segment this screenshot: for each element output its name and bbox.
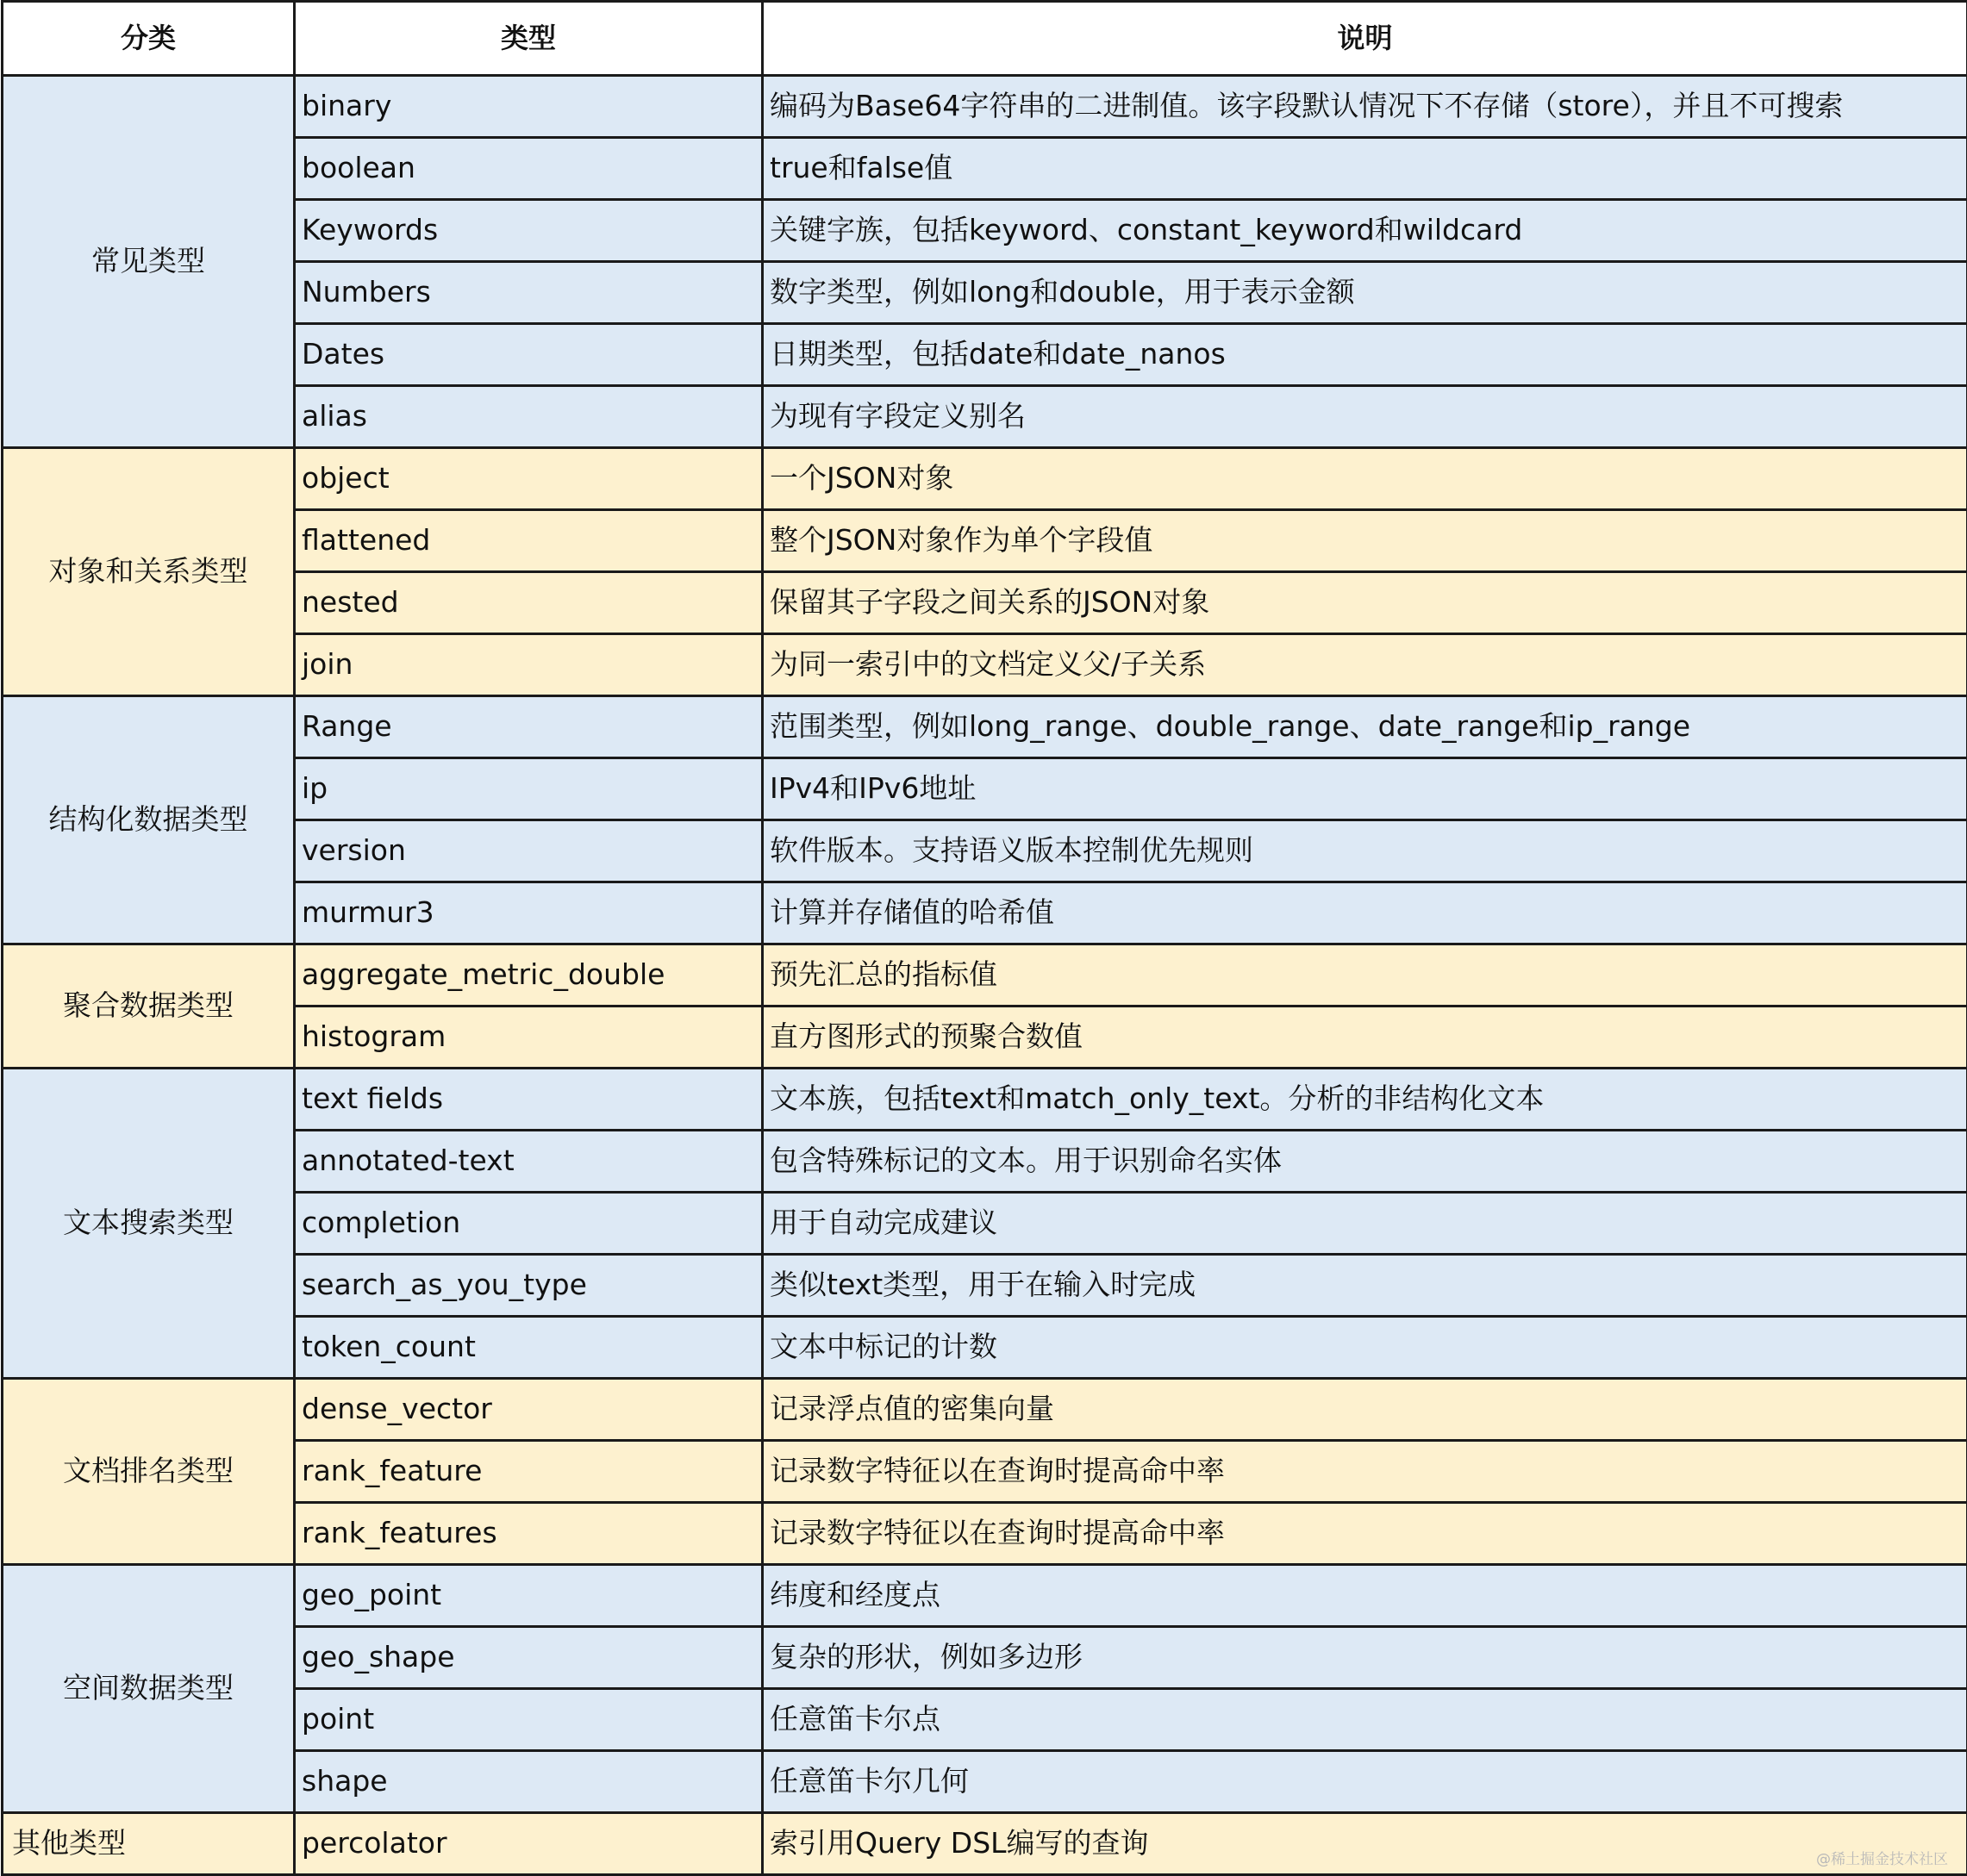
type-cell: histogram <box>295 1007 763 1069</box>
description-cell: 整个JSON对象作为单个字段值 <box>763 510 1967 572</box>
description-cell: 记录数字特征以在查询时提高命中率 <box>763 1503 1967 1565</box>
type-cell: rank_feature <box>295 1441 763 1503</box>
table-row <box>3 386 1967 448</box>
description-cell: 用于自动完成建议 <box>763 1193 1967 1255</box>
description-cell: 日期类型，包括date和date_nanos <box>763 324 1967 386</box>
type-cell: join <box>295 634 763 696</box>
type-cell: murmur3 <box>295 882 763 944</box>
type-cell: alias <box>295 386 763 448</box>
type-cell: boolean <box>295 138 763 200</box>
table-row <box>3 1751 1967 1813</box>
type-cell: dense_vector <box>295 1379 763 1441</box>
table-row <box>3 1131 1967 1193</box>
table-row <box>3 758 1967 820</box>
category-cell: 常见类型 <box>3 76 295 448</box>
description-cell: 任意笛卡尔几何 <box>763 1751 1967 1813</box>
table-row <box>3 1379 1967 1441</box>
type-cell: aggregate_metric_double <box>295 944 763 1007</box>
description-cell: 记录浮点值的密集向量 <box>763 1379 1967 1441</box>
type-cell: annotated-text <box>295 1131 763 1193</box>
type-cell: Range <box>295 696 763 758</box>
table-row <box>3 1193 1967 1255</box>
description-cell: 编码为Base64字符串的二进制值。该字段默认情况下不存储（store），并且不可搜索 <box>763 76 1967 138</box>
type-cell: flattened <box>295 510 763 572</box>
description-cell: 任意笛卡尔点 <box>763 1689 1967 1751</box>
description-cell: 软件版本。支持语义版本控制优先规则 <box>763 820 1967 882</box>
table-row <box>3 634 1967 696</box>
type-cell: version <box>295 820 763 882</box>
type-cell: shape <box>295 1751 763 1813</box>
category-cell: 文本搜索类型 <box>3 1069 295 1379</box>
table-row <box>3 572 1967 634</box>
description-cell: 保留其子字段之间关系的JSON对象 <box>763 572 1967 634</box>
header-category: 分类 <box>3 2 295 76</box>
table-row <box>3 200 1967 262</box>
header-row <box>3 2 1967 76</box>
description-cell: 直方图形式的预聚合数值 <box>763 1007 1967 1069</box>
type-cell: search_as_you_type <box>295 1255 763 1317</box>
description-cell: 包含特殊标记的文本。用于识别命名实体 <box>763 1131 1967 1193</box>
type-cell: binary <box>295 76 763 138</box>
type-cell: text fields <box>295 1069 763 1131</box>
category-cell: 文档排名类型 <box>3 1379 295 1565</box>
description-cell: 为现有字段定义别名 <box>763 386 1967 448</box>
description-cell: 关键字族，包括keyword、constant_keyword和wildcard <box>763 200 1967 262</box>
table-body <box>3 76 1967 1875</box>
category-cell: 其他类型 <box>3 1813 295 1875</box>
type-cell: token_count <box>295 1317 763 1379</box>
type-cell: ip <box>295 758 763 820</box>
category-cell: 结构化数据类型 <box>3 696 295 944</box>
table-row <box>3 324 1967 386</box>
table-row <box>3 1565 1967 1627</box>
description-cell: 文本中标记的计数 <box>763 1317 1967 1379</box>
description-cell: 复杂的形状，例如多边形 <box>763 1627 1967 1689</box>
description-cell: 预先汇总的指标值 <box>763 944 1967 1007</box>
description-cell: 一个JSON对象 <box>763 448 1967 510</box>
description-cell: 文本族，包括text和match_only_text。分析的非结构化文本 <box>763 1069 1967 1131</box>
table-row <box>3 1627 1967 1689</box>
field-types-table <box>1 0 1967 1876</box>
table-row <box>3 1503 1967 1565</box>
table-row <box>3 138 1967 200</box>
table-row <box>3 944 1967 1007</box>
table-row <box>3 76 1967 138</box>
description-cell: IPv4和IPv6地址 <box>763 758 1967 820</box>
type-cell: nested <box>295 572 763 634</box>
table-row <box>3 820 1967 882</box>
table-row <box>3 510 1967 572</box>
table-row <box>3 262 1967 324</box>
type-cell: point <box>295 1689 763 1751</box>
table-row <box>3 1069 1967 1131</box>
type-cell: Dates <box>295 324 763 386</box>
table-row <box>3 1255 1967 1317</box>
category-cell: 空间数据类型 <box>3 1565 295 1813</box>
table-row <box>3 448 1967 510</box>
description-cell: 范围类型，例如long_range、double_range、date_range和ip_range <box>763 696 1967 758</box>
description-cell: 计算并存储值的哈希值 <box>763 882 1967 944</box>
table-row <box>3 1007 1967 1069</box>
table-row <box>3 1689 1967 1751</box>
type-cell: percolator <box>295 1813 763 1875</box>
description-cell: 索引用Query DSL编写的查询 <box>763 1813 1967 1875</box>
table-row <box>3 882 1967 944</box>
description-cell: 类似text类型，用于在输入时完成 <box>763 1255 1967 1317</box>
table-row <box>3 1813 1967 1875</box>
watermark: @稀土掘金技术社区 <box>1816 1847 1948 1868</box>
type-cell: geo_point <box>295 1565 763 1627</box>
table-row <box>3 1441 1967 1503</box>
description-cell: 记录数字特征以在查询时提高命中率 <box>763 1441 1967 1503</box>
category-cell: 对象和关系类型 <box>3 448 295 696</box>
type-cell: rank_features <box>295 1503 763 1565</box>
description-cell: true和false值 <box>763 138 1967 200</box>
type-cell: object <box>295 448 763 510</box>
type-cell: geo_shape <box>295 1627 763 1689</box>
type-cell: Keywords <box>295 200 763 262</box>
category-cell: 聚合数据类型 <box>3 944 295 1069</box>
header-type: 类型 <box>295 2 763 76</box>
table-row <box>3 696 1967 758</box>
description-cell: 为同一索引中的文档定义父/子关系 <box>763 634 1967 696</box>
type-cell: Numbers <box>295 262 763 324</box>
description-cell: 数字类型，例如long和double，用于表示金额 <box>763 262 1967 324</box>
header-description: 说明 <box>763 2 1967 76</box>
table-row <box>3 1317 1967 1379</box>
description-cell: 纬度和经度点 <box>763 1565 1967 1627</box>
type-cell: completion <box>295 1193 763 1255</box>
